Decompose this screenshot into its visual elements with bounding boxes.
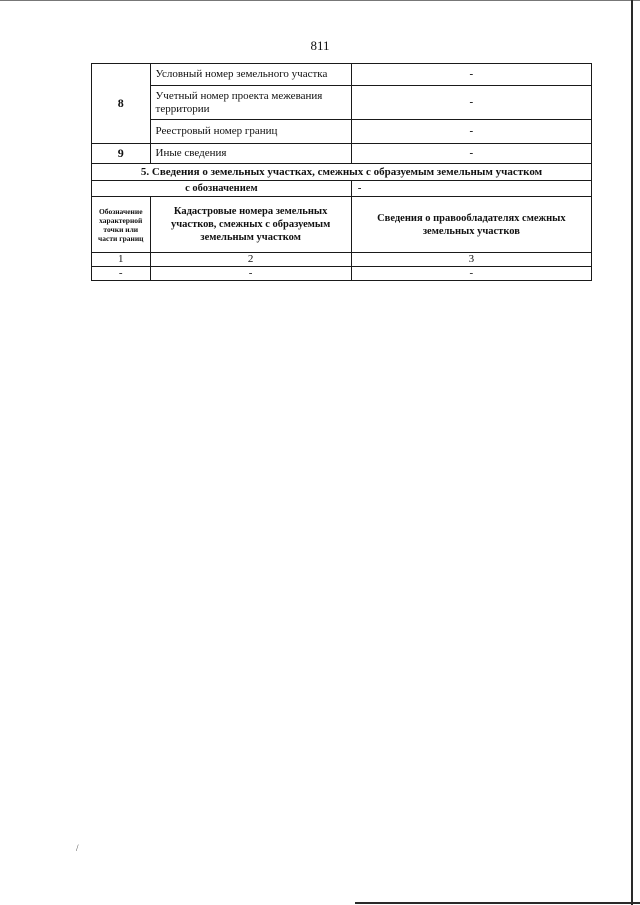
page-edge-top (0, 0, 640, 1)
table-row (92, 64, 592, 86)
section-5-title: 5. Сведения о земельных участках, смежных с образуемым земельным участком (92, 164, 592, 181)
row-number-8: 8 (92, 64, 151, 144)
section-title-row (92, 164, 592, 181)
row-value: - (351, 144, 591, 164)
row-label: Иные сведения (150, 144, 351, 164)
designation-row (92, 181, 592, 197)
table-row (92, 144, 592, 164)
row-number-9: 9 (92, 144, 151, 164)
table-row (92, 86, 592, 120)
header-cadastral-numbers: Кадастровые номера земельных участков, смежных с образуемым земельным участком (150, 197, 351, 253)
table-row (92, 120, 592, 144)
row-value: - (351, 86, 591, 120)
column-number: 3 (351, 253, 591, 267)
designation-label: с обозначением (92, 181, 352, 197)
header-point-designation: Обозначение характерной точки или части границ (92, 197, 151, 253)
row-value: - (351, 120, 591, 144)
data-cell: - (150, 267, 351, 281)
row-label: Условный номер земельного участка (150, 64, 351, 86)
table-row (92, 267, 592, 281)
column-number: 2 (150, 253, 351, 267)
column-number: 1 (92, 253, 151, 267)
column-number-row (92, 253, 592, 267)
section-5-header-row (92, 197, 592, 253)
page-edge-right (631, 0, 633, 905)
data-cell: - (92, 267, 151, 281)
page-number: 811 (310, 38, 330, 53)
page-edge-bottom (355, 902, 640, 904)
row-value: - (351, 64, 591, 86)
land-plot-table (91, 63, 592, 281)
row-label: Реестровый номер границ (150, 120, 351, 144)
designation-value: - (351, 181, 591, 197)
row-label: Учетный номер проекта межевания территории (150, 86, 351, 120)
data-cell: - (351, 267, 591, 281)
scan-mark: / (76, 843, 79, 853)
header-rights-holders: Сведения о правообладателях смежных земельных участков (351, 197, 591, 253)
